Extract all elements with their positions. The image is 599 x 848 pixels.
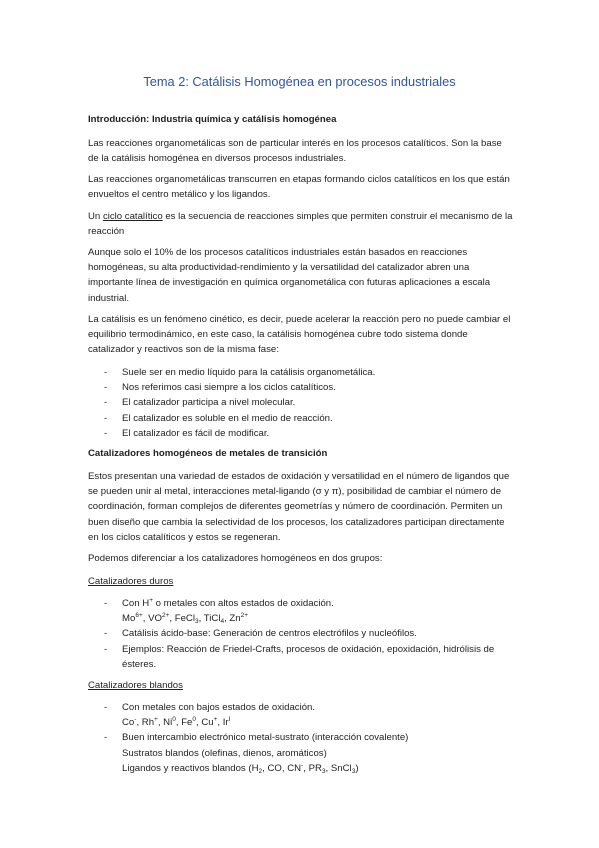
list-item: - El catalizador es fácil de modificar. bbox=[88, 426, 514, 441]
list-item: - Ejemplos: Reacción de Friedel-Crafts, procesos de oxidación, epoxidación, hidrólisis de ésteres. bbox=[88, 642, 514, 672]
intro-heading: Introducción: Industria química y catálisis homogénea bbox=[88, 114, 337, 125]
paragraph-2: Las reacciones organometálicas transcurren en etapas formando ciclos catalíticos en los que están envueltos el centro metálico y los ligandos. bbox=[88, 174, 510, 201]
paragraph-6: Estos presentan una variedad de estados de oxidación y versatilidad en el número de ligandos que se pueden unir al metal, interacciones metal-ligando (σ y π), posibilidad de cambiar el número de coordinación, forman complejos de diferentes geometrías y número de coordinación. Permiten un buen diseño que cambia la selectividad de los procesos, los catalizadores participan directamente en los ciclos catalíticos y estos se regeneran. bbox=[88, 471, 510, 543]
paragraph-7: Podemos diferenciar a los catalizadores homogéneos en dos grupos: bbox=[88, 553, 383, 564]
list-item bbox=[88, 730, 514, 776]
soft-catalyst-ions: Co-, Rh+, Ni$^0$, Fe$^0$, Cu+, $Ir^I$ bbox=[122, 716, 231, 729]
list-item: - Catálisis ácido-base: Generación de centros electrófilos y nucleófilos. bbox=[88, 626, 514, 641]
blandos-item2-line3-prefix: Ligandos y reactivos blandos (H bbox=[122, 762, 259, 774]
list-item: - Nos referimos casi siempre a los ciclos catalíticos. bbox=[88, 380, 514, 395]
blandos-item1: Con metales con bajos estados de oxidación. bbox=[122, 702, 316, 713]
duros-item1-b: o metales con altos estados de oxidación. bbox=[153, 598, 334, 609]
list-item: - Suele ser en medio líquido para la catálisis organometálica. bbox=[88, 365, 514, 380]
paragraph-3 bbox=[88, 209, 514, 239]
paragraph-3-prefix: Un bbox=[88, 211, 103, 222]
paragraph-1: Las reacciones organometálicas son de particular interés en los procesos catalíticos. Son la base de la catálisis homogénea en diversos procesos industriales. bbox=[88, 138, 502, 165]
duros-item1-sup: + bbox=[149, 597, 153, 604]
blandos-heading: Catalizadores blandos bbox=[88, 680, 183, 691]
heading-transition-metals: Catalizadores homogéneos de metales de transición bbox=[88, 448, 328, 459]
paragraph-3-rest: es la secuencia de reacciones simples que permiten construir el mecanismo de la reacción bbox=[88, 211, 513, 238]
list-item: - El catalizador es soluble en el medio de reacción. bbox=[88, 411, 514, 426]
blandos-item2-line2: Sustratos blandos (olefinas, dienos, aromáticos) bbox=[122, 747, 327, 759]
paragraph-4: Aunque solo el 10% de los procesos catalíticos industriales están basados en reacciones homogéneas, su alta productividad-rendimiento y la versatilidad del catalizador abren una importante línea de investigación en química organometálica con futuras aplicaciones a escala industrial. bbox=[88, 247, 491, 304]
ciclo-catalitico-term: ciclo catalítico bbox=[102, 211, 163, 222]
list-item bbox=[88, 700, 514, 730]
duros-heading: Catalizadores duros bbox=[88, 576, 174, 587]
blandos-item2-line3: Ligandos y reactivos blandos ($H_2$, CO, CN-, $PR_3$, SnCl$_3$) bbox=[122, 761, 359, 775]
duros-list bbox=[88, 596, 514, 672]
page-title: Tema 2: Catálisis Homogénea en procesos industriales bbox=[143, 74, 456, 89]
blandos-item2: Buen intercambio electrónico metal-sustrato (interacción covalente) bbox=[122, 732, 409, 744]
properties-list bbox=[88, 365, 514, 441]
hard-catalyst-ions: $Mo^{6+}$, $VO^{2+}$, FeCl$_3$, TiCl$_4$, $Zn^{2+}$ bbox=[122, 612, 249, 626]
list-item bbox=[88, 596, 514, 626]
duros-item1-a: Con H bbox=[122, 598, 150, 609]
paragraph-5: La catálisis es un fenómeno cinético, es decir, puede acelerar la reacción pero no puede cambiar el equilibrio termodinámico, en este caso, la catálisis homogénea cubre todo sistema donde catalizador y reactivos son de la misma fase: bbox=[88, 314, 511, 356]
list-item: - El catalizador participa a nivel molecular. bbox=[88, 395, 514, 410]
blandos-list bbox=[88, 700, 514, 776]
